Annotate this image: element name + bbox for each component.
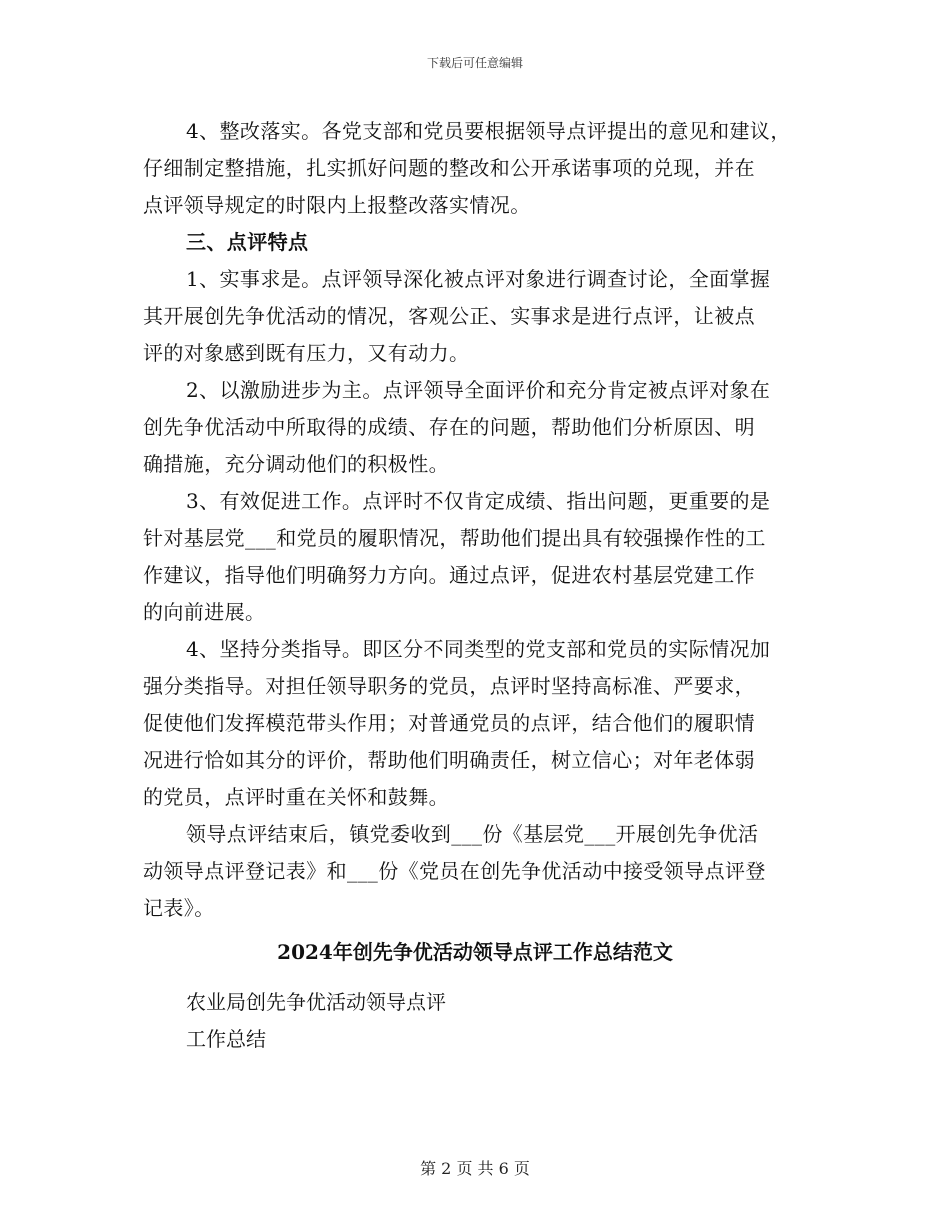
document-body — [143, 113, 823, 927]
paragraph-line: 2、以激励进步为主。点评领导全面评价和充分肯定被点评对象在 — [186, 378, 771, 402]
paragraph-line: 针对基层党___和党员的履职情况，帮助他们提出具有较强操作性的工 — [143, 526, 766, 550]
paragraph-line: 确措施，充分调动他们的积极性。 — [143, 452, 449, 476]
subtitle-block — [186, 984, 446, 1058]
paragraph-line: 4、坚持分类指导。即区分不同类型的党支部和党员的实际情况加 — [186, 637, 771, 661]
paragraph-line: 记表》。 — [143, 896, 215, 920]
paragraph-line: 创先争优活动中所取得的成绩、存在的问题，帮助他们分析原因、明 — [143, 415, 755, 439]
paragraph-line: 仔细制定整措施，扎实抓好问题的整改和公开承诺事项的兑现，并在 — [143, 156, 755, 180]
paragraph-line: 强分类指导。对担任领导职务的党员，点评时坚持高标准、严要求， — [143, 674, 755, 698]
paragraph-line: 点评领导规定的时限内上报整改落实情况。 — [143, 193, 531, 217]
paragraph-line: 的党员，点评时重在关怀和鼓舞。 — [143, 785, 449, 809]
paragraph-line: 4、整改落实。各党支部和党员要根据领导点评提出的意见和建议， — [186, 119, 791, 143]
paragraph-line: 1、实事求是。点评领导深化被点评对象进行调查讨论，全面掌握 — [186, 267, 771, 291]
subtitle-line: 工作总结 — [186, 1027, 266, 1051]
page-footer: 第 2 页 共 6 页 — [420, 1159, 530, 1178]
subtitle-line: 农业局创先争优活动领导点评 — [186, 990, 446, 1014]
section-title: 2024年创先争优活动领导点评工作总结范文 — [277, 940, 673, 964]
section-heading: 三、点评特点 — [186, 230, 309, 254]
paragraph-line: 其开展创先争优活动的情况，客观公正、实事求是进行点评，让被点 — [143, 304, 755, 328]
paragraph-line: 评的对象感到既有压力，又有动力。 — [143, 341, 470, 365]
page-header: 下载后可任意编辑 — [426, 56, 523, 70]
paragraph-line: 领导点评结束后，镇党委收到___份《基层党___开展创先争优活 — [186, 822, 759, 846]
paragraph-line: 况进行恰如其分的评价，帮助他们明确责任，树立信心；对年老体弱 — [143, 748, 755, 772]
paragraph-line: 作建议，指导他们明确努力方向。通过点评，促进农村基层党建工作 — [143, 563, 755, 587]
paragraph-line: 促使他们发挥模范带头作用；对普通党员的点评，结合他们的履职情 — [143, 711, 755, 735]
paragraph-line: 的向前进展。 — [143, 600, 266, 624]
paragraph-line: 3、有效促进工作。点评时不仅肯定成绩、指出问题，更重要的是 — [186, 489, 771, 513]
paragraph-line: 动领导点评登记表》和___份《党员在创先争优活动中接受领导点评登 — [143, 859, 766, 883]
